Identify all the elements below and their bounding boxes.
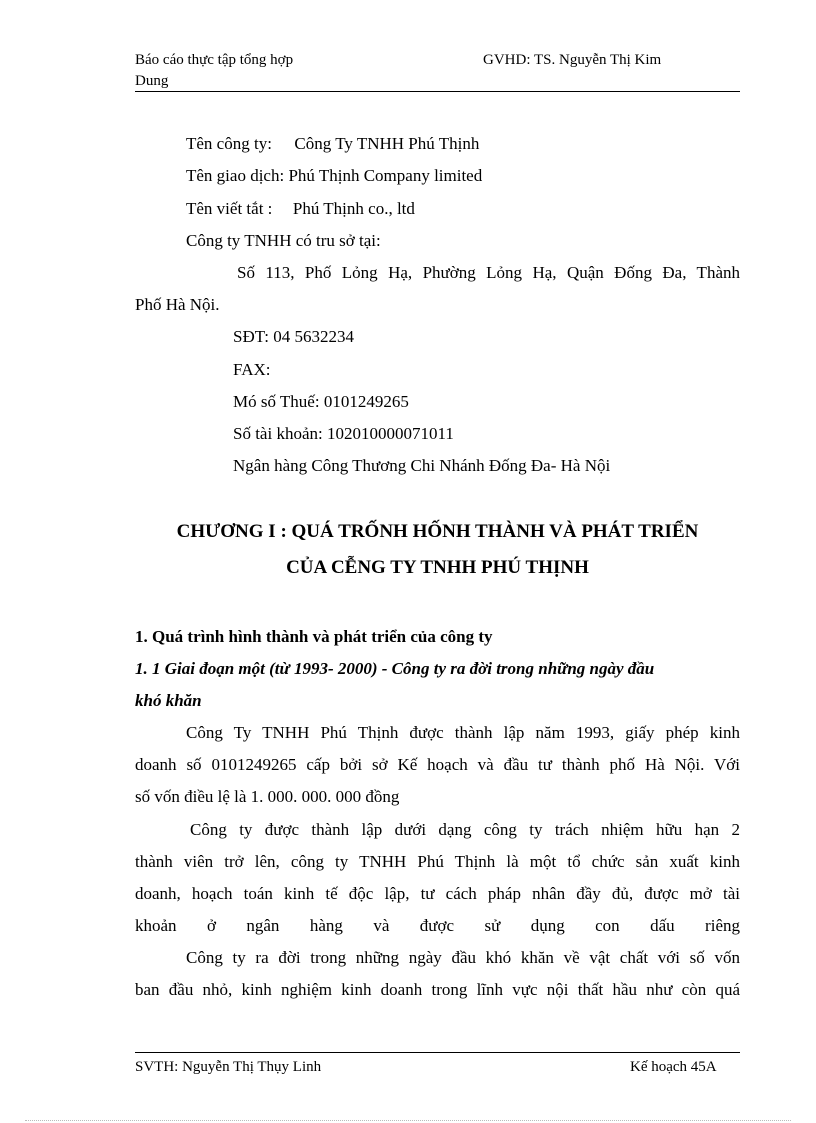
paragraph-1-line-2: doanh số 0101249265 cấp bởi sở Kế hoạch và đầu tư thành phố Hà Nội. Với [135, 755, 740, 774]
chapter-title-line-2: CỦA CỄNG TY TNHH PHÚ THỊNH [286, 557, 589, 578]
trade-name-label: Tên giao dịch: [186, 166, 285, 185]
fax-number: FAX: [233, 360, 271, 379]
tax-code: Mó số Thuế: 0101249265 [233, 392, 409, 411]
header-supervisor: GVHD: TS. Nguyễn Thị Kim [483, 52, 662, 68]
footer-student: SVTH: Nguyễn Thị Thụy Linh [135, 1059, 322, 1075]
bank-name: Ngân hàng Công Thương Chi Nhánh Đống Đa- Hà Nội [233, 456, 611, 475]
paragraph-3-line-2: ban đầu nhỏ, kinh nghiệm kinh doanh trong lĩnh vực nội thất hầu như còn quá [135, 980, 740, 999]
paragraph-3-line-1: Công ty ra đời trong những ngày đầu khó khăn về vật chất với số vốn [186, 948, 740, 967]
abbreviation-value: Phú Thịnh co., ltd [292, 199, 415, 218]
header-report-title: Báo cáo thực tập tổng hợp [135, 52, 294, 68]
subsection-heading-line-1: 1. 1 Giai đoạn một (từ 1993- 2000) - Công ty ra đời trong những ngày đầu [135, 659, 655, 678]
address-line-1: Số 113, Phố Lỏng Hạ, Phường Lỏng Hạ, Quận Đống Đa, Thành [237, 263, 740, 282]
section-heading: 1. Quá trình hình thành và phát triển của công ty [135, 627, 493, 646]
paragraph-1-line-1: Công Ty TNHH Phú Thịnh được thành lập năm 1993, giấy phép kinh [186, 723, 740, 742]
footer-rule [135, 1052, 740, 1053]
bank-account: Số tài khoản: 102010000071011 [233, 424, 454, 443]
footer-class: Kế hoạch 45A [630, 1059, 717, 1075]
paragraph-2-line-3: doanh, hoạch toán kinh tế độc lập, tư cách pháp nhân đầy đủ, được mở tài [135, 884, 740, 903]
header-supervisor-continuation: Dung [135, 73, 169, 89]
company-name-label: Tên công ty: [186, 134, 272, 153]
phone-number: SĐT: 04 5632234 [233, 327, 354, 346]
headquarters-intro: Công ty TNHH có tru sở tại: [186, 231, 381, 250]
abbreviation-row [186, 198, 415, 220]
trade-name-row [186, 165, 482, 187]
chapter-title-line-1: CHƯƠNG I : QUÁ TRỐNH HỐNH THÀNH VÀ PHÁT TRIỂN [176, 521, 699, 542]
paragraph-2-line-1: Công ty được thành lập dưới dạng công ty trách nhiệm hữu hạn 2 [190, 820, 740, 839]
page-header [135, 50, 740, 94]
paragraph-2-line-2: thành viên trở lên, công ty TNHH Phú Thịnh là một tổ chức sản xuất kinh [135, 852, 740, 871]
page-bottom-dotted-edge [25, 1120, 791, 1121]
company-name-value: Công Ty TNHH Phú Thịnh [294, 134, 480, 153]
header-rule [135, 91, 740, 92]
paragraph-1-line-3: số vốn điều lệ là 1. 000. 000. 000 đồng [135, 787, 400, 806]
paragraph-2-line-4: khoản ở ngân hàng và được sử dụng con dấu riêng [135, 916, 740, 935]
address-line-2: Phố Hà Nội. [135, 295, 220, 314]
abbreviation-label: Tên viết tắt : [186, 199, 273, 218]
subsection-heading-line-2: khó khăn [135, 691, 202, 710]
trade-name-value: Phú Thịnh Company limited [288, 166, 483, 185]
company-name-row [186, 133, 479, 155]
